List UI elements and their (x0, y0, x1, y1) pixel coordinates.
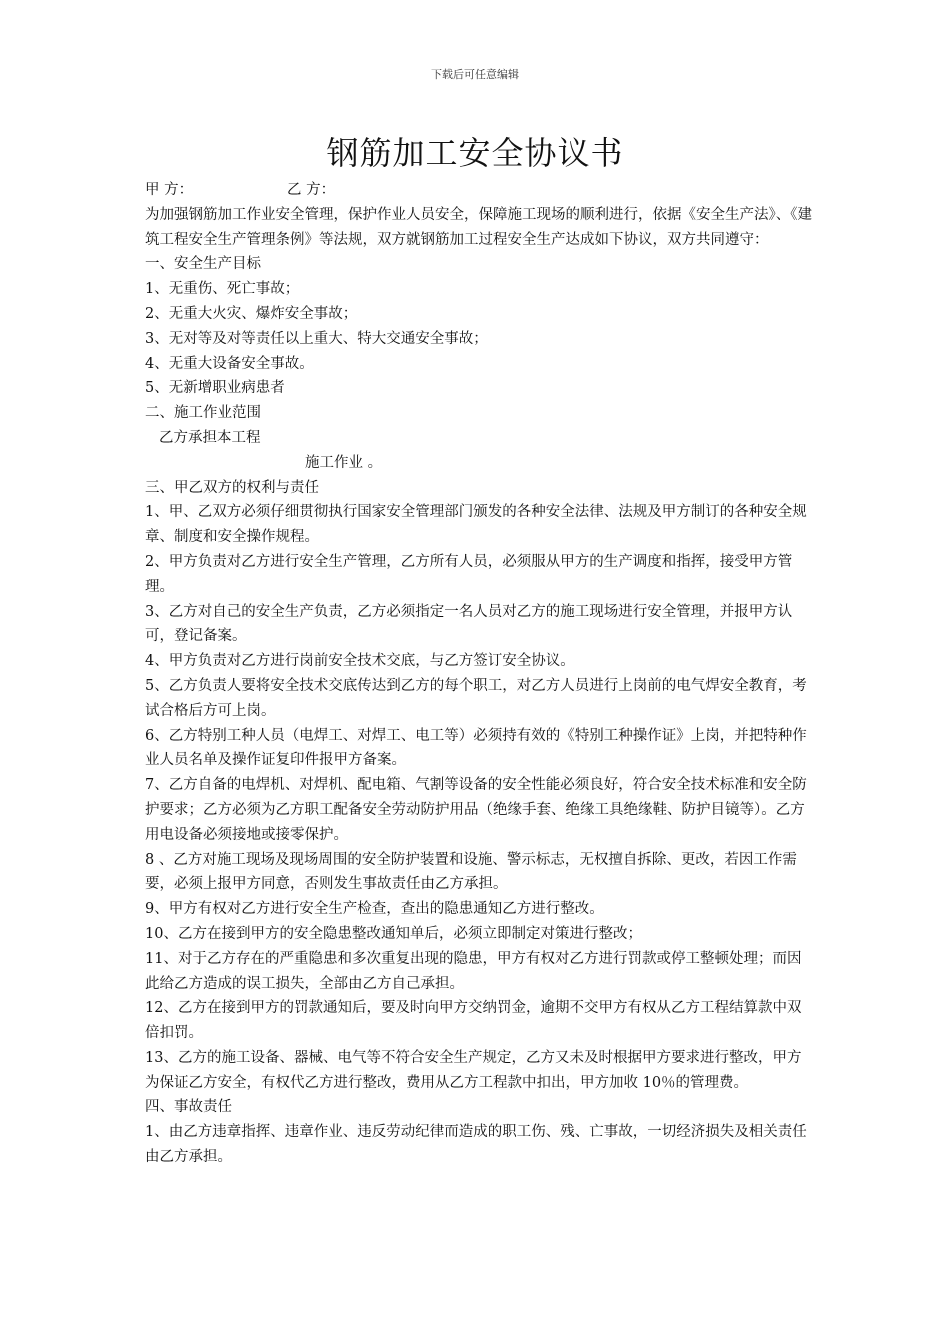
party-a-label: 甲 方： (145, 182, 194, 198)
rights-item: 10、乙方在接到甲方的安全隐患整改通知单后，必须立即制定对策进行整改； (145, 925, 642, 942)
rights-item: 9、甲方有权对乙方进行安全生产检查，查出的隐患通知乙方进行整改。 (145, 901, 604, 918)
scope-line: 乙方承担本工程 (159, 429, 261, 446)
rights-item: 5、乙方负责人要将安全技术交底传达到乙方的每个职工，对乙方人员进行上岗前的电气焊安全教育，考试合格后方可上岗。 (145, 677, 807, 719)
rights-item: 6、乙方特别工种人员（电焊工、对焊工、电工等）必须持有效的《特别工种操作证》上岗，并把特种作业人员名单及操作证复印件报甲方备案。 (145, 727, 807, 769)
document-body (145, 178, 813, 1170)
scope-line: 施工作业 。 (305, 454, 383, 471)
party-b-label: 乙 方： (287, 182, 336, 198)
rights-item: 7、乙方自备的电焊机、对焊机、配电箱、气割等设备的安全性能必须良好，符合安全技术标准和安全防护要求；乙方必须为乙方职工配备安全劳动防护用品（绝缘手套、绝缘工具绝缘鞋、防护目镜等）。乙方用电设备必须接地或接零保护。 (145, 777, 807, 843)
rights-item: 2、甲方负责对乙方进行安全生产管理，乙方所有人员，必须服从甲方的生产调度和指挥，接受甲方管理。 (145, 553, 793, 595)
goal-item: 2、无重大火灾、爆炸安全事故； (145, 305, 358, 322)
rights-item: 3、乙方对自己的安全生产负责，乙方必须指定一名人员对乙方的施工现场进行安全管理，并报甲方认可，登记备案。 (145, 603, 793, 645)
parties-line (145, 178, 813, 203)
section-heading-liability: 四、事故责任 (145, 1099, 232, 1116)
rights-item: 8 、乙方对施工现场及现场周围的安全防护装置和设施、警示标志，无权擅自拆除、更改，若因工作需要，必须上报甲方同意，否则发生事故责任由乙方承担。 (145, 851, 797, 893)
rights-item: 1、甲、乙双方必须仔细贯彻执行国家安全管理部门颁发的各种安全法律、法规及甲方制订的各种安全规章、制度和安全操作规程。 (145, 504, 807, 546)
goal-item: 4、无重大设备安全事故。 (145, 355, 314, 372)
rights-item: 13、乙方的施工设备、器械、电气等不符合安全生产规定，乙方又未及时根据甲方要求进行整改，甲方为保证乙方安全，有权代乙方进行整改，费用从乙方工程款中扣出，甲方加收 10％的管理费。 (145, 1049, 802, 1091)
liability-item: 1、由乙方违章指挥、违章作业、违反劳动纪律而造成的职工伤、残、亡事故，一切经济损失及相关责任由乙方承担。 (145, 1124, 807, 1166)
document-title: 钢筋加工安全协议书 (326, 134, 624, 172)
goal-item: 3、无对等及对等责任以上重大、特大交通安全事故； (145, 330, 488, 347)
goal-item: 5、无新增职业病患者 (145, 380, 285, 397)
rights-item: 11、对于乙方存在的严重隐患和多次重复出现的隐患，甲方有权对乙方进行罚款或停工整顿处理；而因此给乙方造成的误工损失，全部由乙方自己承担。 (145, 950, 802, 992)
rights-item: 4、甲方负责对乙方进行岗前安全技术交底，与乙方签订安全协议。 (145, 653, 575, 670)
goal-item: 1、无重伤、死亡事故； (145, 281, 300, 298)
intro-paragraph: 为加强钢筋加工作业安全管理，保护作业人员安全，保障施工现场的顺利进行，依据《安全生产法》、《建筑工程安全生产管理条例》等法规，双方就钢筋加工过程安全生产达成如下协议，双方共同遵守： (145, 206, 812, 248)
header-note: 下载后可任意编辑 (431, 68, 519, 81)
section-heading-goals: 一、安全生产目标 (145, 256, 261, 273)
rights-item: 12、乙方在接到甲方的罚款通知后，要及时向甲方交纳罚金，逾期不交甲方有权从乙方工程结算款中双倍扣罚。 (145, 1000, 802, 1042)
section-heading-rights: 三、甲乙双方的权利与责任 (145, 479, 319, 496)
section-heading-scope: 二、施工作业范围 (145, 405, 261, 422)
